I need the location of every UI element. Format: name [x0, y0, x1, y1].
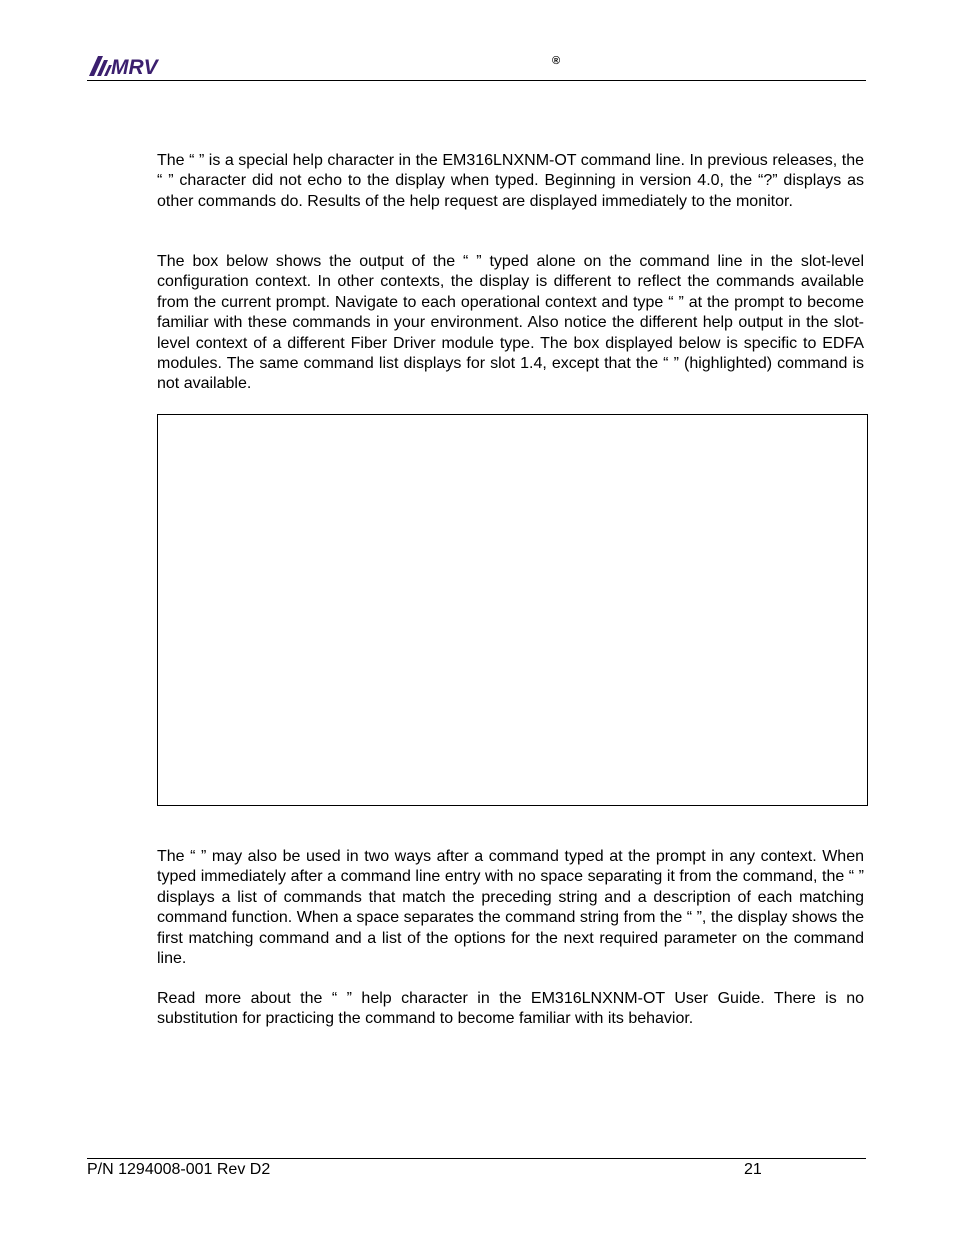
registered-mark: ® — [552, 55, 561, 67]
mrv-logo — [89, 56, 175, 76]
paragraph-box-description: The box below shows the output of the “ ” typed alone on the command line in the slot-level configuration context. In other contexts, the display is different to reflect the commands available from the current prompt. Navigate to each operational context and type “ ” at the prompt to become familiar with these commands in your environment. Also notice the different help output in the slot-level context of a different Fiber Driver module type. The box displayed below is specific to EDFA modules. The same command list displays for slot 1.4, except that the “ ” (highlighted) command is not available. — [157, 253, 864, 393]
logo-text: MRV — [111, 56, 158, 76]
page-header — [87, 52, 866, 81]
page-number: 21 — [744, 1161, 762, 1178]
page-footer — [87, 1158, 866, 1185]
paragraph-help-character: The “ ” is a special help character in the EM316LNXNM-OT command line. In previous releases, the “ ” character did not echo to the display when typed. Beginning in version 4.0, the “?” displays as other commands do. Results of the help request are displayed immediately to the monitor. — [157, 152, 864, 210]
paragraph-read-more: Read more about the “ ” help character in the EM316LNXNM-OT User Guide. There is no substitution for practicing the command to become familiar with its behavior. — [157, 990, 864, 1028]
part-number: P/N 1294008-001 Rev D2 — [87, 1161, 271, 1178]
paragraph-help-usage: The “ ” may also be used in two ways after a command typed at the prompt in any context. When typed immediately after a command line entry with no space separating it from the command, the “ ” displays a list of commands that match the preceding string and a description of each matching command function. When a space separates the command string from the “ ”, the display shows the first matching command and a list of the options for the next required parameter on the command line. — [157, 848, 864, 968]
command-output-box — [157, 414, 868, 806]
